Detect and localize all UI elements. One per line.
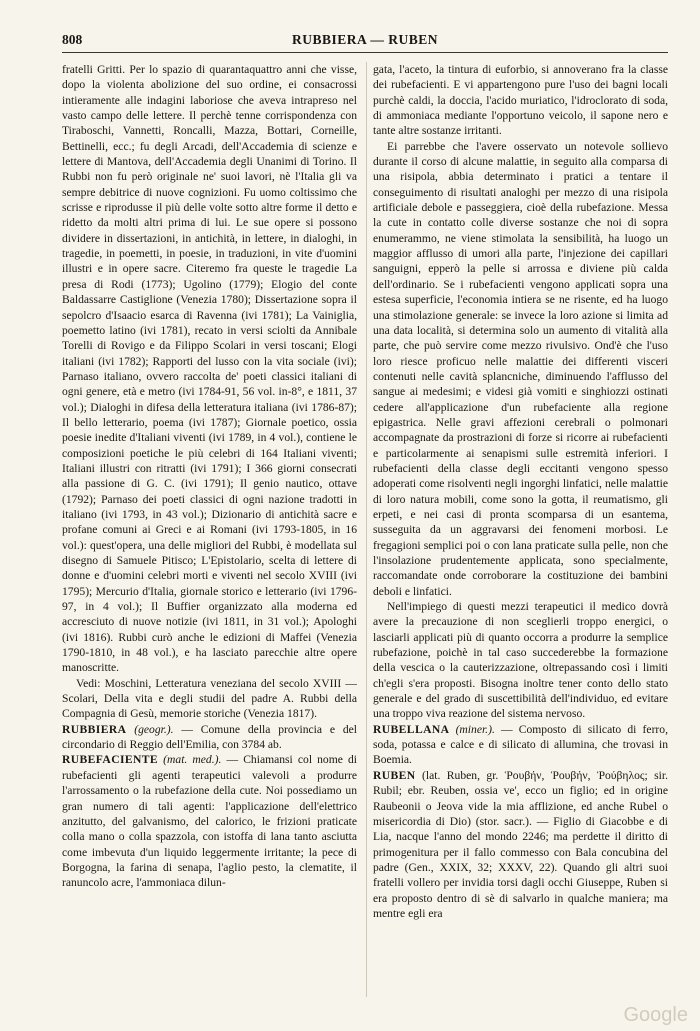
google-watermark: Google [623,1004,688,1026]
entry-text: — Figlio di Giacobbe e di Lia, nacque l'anno del mondo 2246; ma perdette il diritto di primogenitura per il fallo commesso con Bala concubina del padre (Gen., XXIX, 32; XXXV, 22). Quando gli altri suoi fratelli vollero per invidia torsi dagli occhi Giuseppe, Ruben si era proposto dentro di sè di salvarlo in qualche maniera; ma mentre egli era [373,814,668,920]
entry-text: — Comune della provincia e del circondario di Reggio dell'Emilia, con 3784 ab. [62,722,357,752]
running-title: RUBBIERA — RUBEN [291,32,439,47]
rubefaciente-paragraph-3: Nell'impiego di questi mezzi terapeutici il medico dovrà avere la precauzione di non sceglierli troppo energici, o lasciarli applicati più di quanto occorra a produrre la semplice rubefazione, poichè in tal caso succederebbe la formazione della vescica o la cauterizzazione, oltrepassando così i limiti ch'egli s'era proposti. Bisogna inoltre tener conto dello stato generale e del grado di suscettibilità dell'individuo, ed evitare una troppo viva reazione del sistema nervoso. [373,600,668,721]
left-column [62,62,357,997]
entry-qualifier: (lat. Ruben, gr. Ῥουβήν, Ῥουβήν, Ῥούβηλος; sir. Rubil; ebr. Reuben, ossia ve', ecco un figlio; ed in origine Raubeonii o Jeova vide la mia afflizione, ed anche Rubel o misericordia di Dio) (stor. sacr.). [373,768,668,828]
entry-qualifier: (mat. med.). [163,753,222,767]
right-column [373,62,668,997]
entry-ruben [373,768,668,921]
rubbi-references-text: Vedi: Moschini, Letteratura veneziana del secolo XVIII — Scolari, Della vita e degli studii del padre A. Rubbi della Compagnia di Gesù, memorie storiche (Venezia 1817). [62,676,357,721]
column-gutter [366,62,367,997]
entry-qualifier: (miner.). [455,722,495,736]
page-number: 808 [62,32,83,47]
entry-qualifier: (geogr.). [134,722,174,736]
page-header [62,30,668,53]
rubefaciente-continuation-text: gata, l'aceto, la tintura di euforbio, si annoverano fra la classe dei rubefacienti. E vi appartengono pure l'uso dei bagni locali purchè caldi, la doccia, l'acido muriatico, l'idroclorato di soda, di ammoniaca mediante l'opportuno veicolo, il sapone nero e tante altre sostanze irritanti. [373,63,668,138]
rubefaciente-paragraph-2: Ei parrebbe che l'avere osservato un notevole sollievo durante il corso di alcune malattie, in seguito alla comparsa di una risipola, abbia determinato i pratici a tentare il conseguimento di risultati analoghi per mezzo di una risipola artificiale debole e passeggiera, cioè della rubefazione. Messa la cute in contatto colle diverse sostanze che noi di sopra enumerammo, ne viene stimolata la sensibilità, ha luogo un maggior afflusso di umori alla parte, l'injezione dei capillari sanguigni, epperò la pelle si arrossa e diviene più calda dell'ordinario. Se i rubefacienti vengono applicati sopra una estesa superficie, l'economia intiera se ne risente, ed ha luogo una stimolazione generale: se invece la loro azione si limita ad una data località, si determina solo un aumento di vitalità alla parte, che può servire come mezzo rivulsivo. Ond'è che l'uso loro riesce proficuo nelle malattie dei differenti visceri contenuti nelle cavità splancniche, diminuendo l'afflusso del sangue ai medesimi; e videsi già vomiti e singhiozzi ostinati cedere all'applicazione d'un rubefaciente alla regione epigastrica. Nelle gravi affezioni cerebrali o polmonari accompagnate da prostrazioni di forze si ricorre ai rubefacienti e particolarmente ai senapismi sulle estremità inferiori. I rubefacienti della classe degli eccitanti vengono spesso adoperati come risolventi negli ingorghi linfatici, nelle malattie di loro natura mobili, come sono la gotta, il reumatismo, gli erpeti, e nei casi di pronta scomparsa di un esantema, susseguita da un aggravarsi dei fenomeni morbosi. Le fregagioni semplici poi o con lana praticate sulla pelle, non che l'insolazione prudentemente applicata, sono specialmente, raccomandate onde corroborare la costituzione dei bambini deboli e linfatici. [373,139,668,598]
entry-text: — Composto di silicato di ferro, soda, potassa e calce e di silicato di allumina, che trovasi in Boemia. [373,722,668,767]
entry-rubefaciente [62,752,357,890]
entry-headword: RUBELLANA [373,722,450,736]
entry-text: — Chiamansi col nome di rubefacienti gli agenti terapeutici valevoli a produrre l'arrossamento o la rubefazione della cute. Noi possediamo un gran numero di tali agenti: l'applicazione dell'elettrico anzitutto, del galvanismo, del calorico, le frizioni praticate colla mano o colla spazzola, con istoffa di lana tanto asciutta come imbevuta d'un liquido leggermente irritante; la pece di Borgogna, la farina di senapa, l'aglio pesto, la clematite, il ranuncolo acre, l'ammoniaca dilun- [62,753,357,890]
rubbi-biography-text: fratelli Gritti. Per lo spazio di quarantaquattro anni che visse, dopo la violenta abolizione del suo ordine, ei consacrossi intieramente alle indagini laboriose che aveva intrapreso nel vasto campo delle lettere. Il perchè tenne corrispondenza con Tiraboschi, Vannetti, Roncalli, Mazza, Bottari, Corneille, Bettinelli, ecc.; fu degli Arcadi, dell'Accademia di scienze e lettere di Mantova, dell'Accademia degli Unanimi di Torino. Il Rubbi non fu però originale ne' suoi lavori, nè l'Italia gli va sempre debitrice di nuove cognizioni. Fu uomo coltissimo che scrisse e riprodusse il più delle volte sotto altre forme il detto e ridetto da molti altri prima di lui. Le sue opere si possono dividere in dissertazioni, in antichità, in lettere, in dialoghi, in tragedie, in poemetti, in poesie, in traduzioni, in vite d'uomini illustri e in opere sacre. Citeremo fra queste le tragedie La presa di Rodi (1773); Ugolino (1779); Elogio del conte Baldassarre Castiglione (Venezia 1780); Dissertazione sopra il sepolcro d'Isaacio esarca di Ravenna (ivi 1781); La Vainiglia, poemetto latino (ivi 1781), recato in versi sciolti da Annibale Torelli di Rovigo e da Filippo Scolari in versi toscani; Elogi italiani (ivi 1782); Rapporti del lusso con la vita sociale (ivi); Parnaso italiano, ovvero raccolta de' poeti classici italiani di ogni genere, età e metro (ivi 1784-91, 56 vol. in-8°, e 1811, 37 vol.); Dialoghi in difesa della letteratura italiana (ivi 1786-87); Il bello letterario, poema (ivi 1787); Giornale poetico, ossia poesie inedite d'Italiani viventi (ivi 1789, in 4 vol.), contiene le composizioni poetiche le più celebri di 164 Italiani viventi; Italiani illustri con ritratti (ivi 1791); I 366 giorni consecrati alla passione di G. C. (ivi 1791); Il genio nautico, ottave (1792); Parnaso dei poeti classici di ogni nazione tradotti in italiano (ivi 1793, in 43 vol.); Dizionario di antichità sacre e profane comuni ai Greci e ai Romani (ivi 1793-1805, in 16 vol.): quest'opera, una delle migliori del Rubbi, è modellata sul disegno di Samuele Pitisco; L'Epistolario, scelta di lettere di donne e d'uomini celebri morti e viventi nel secolo XVIII (ivi 1795); Mercurio d'Italia, giornale storico e letterario (ivi 1796-97, in 4 vol.); Il Buffier organizzato alla moderna ed accresciuto di nuove notizie (ivi 1811, in 31 vol.); Apologhi (ivi 1816). Rubbi curò anche le edizioni di Maffei (Venezia 1790-1810, in 48 vol.), e ha lasciato parecchie altre opere manoscritte. [62,63,357,675]
entry-headword: RUBEFACIENTE [62,753,159,767]
entry-rubellana [373,722,668,768]
entry-headword: RUBEN [373,768,416,782]
entry-rubbiera [62,722,357,753]
entry-headword: RUBBIERA [62,722,127,736]
